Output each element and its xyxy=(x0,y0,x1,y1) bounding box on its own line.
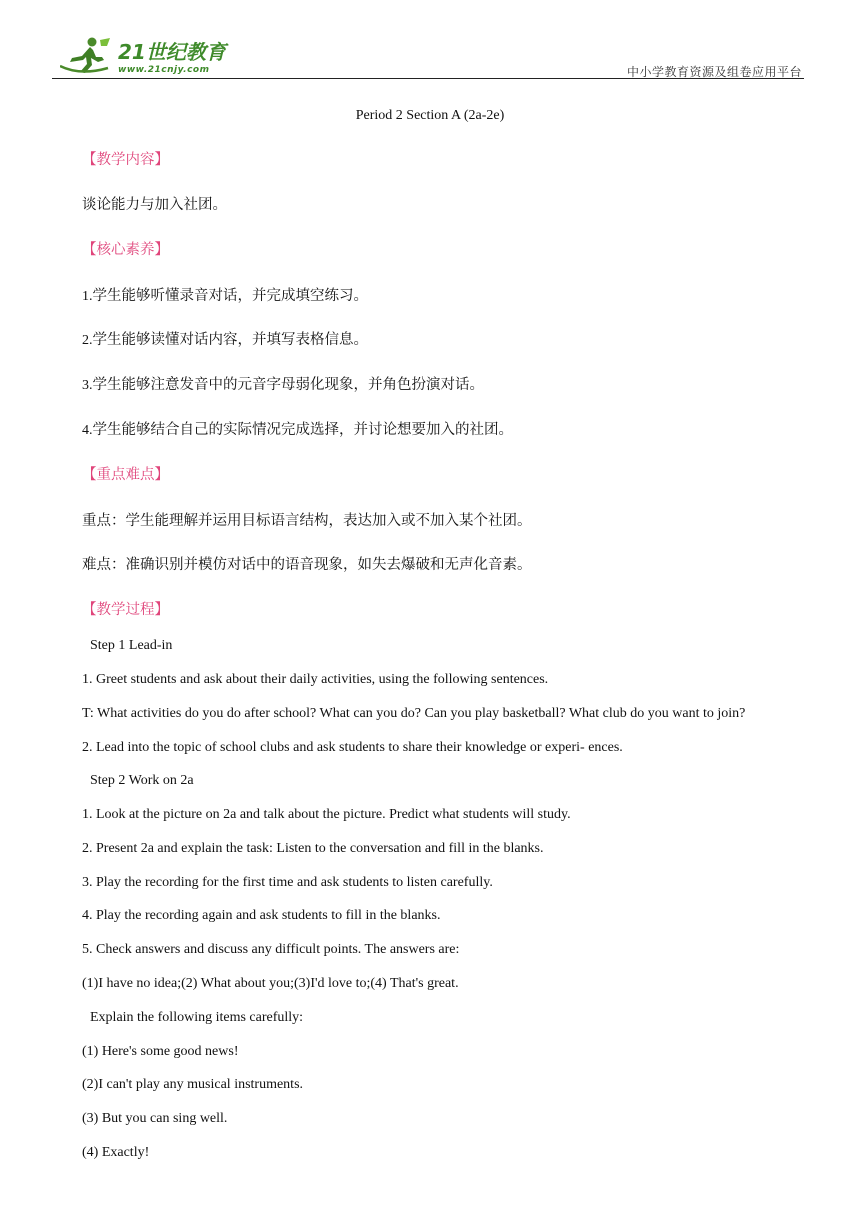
process-line: 4. Play the recording again and ask students to fill in the blanks. xyxy=(82,908,441,923)
difficult-point: 难点：准确识别并模仿对话中的语音现象，如失去爆破和无声化音素。 xyxy=(82,557,532,573)
section-heading-core: 【核心素养】 xyxy=(82,242,169,258)
process-line: 3. Play the recording for the first time and ask students to listen carefully. xyxy=(82,875,493,890)
process-line: 5. Check answers and discuss any difficult points. The answers are: xyxy=(82,942,460,957)
item-line: (1) Here's some good news! xyxy=(82,1044,239,1059)
core-item: 2.学生能够读懂对话内容，并填写表格信息。 xyxy=(82,332,368,348)
core-item: 1.学生能够听懂录音对话，并完成填空练习。 xyxy=(82,288,368,304)
process-line: Explain the following items carefully: xyxy=(90,1010,304,1025)
item-line: (3) But you can sing well. xyxy=(82,1111,228,1126)
svg-text:21世纪教育: 21世纪教育 xyxy=(118,40,226,64)
core-item: 4.学生能够结合自己的实际情况完成选择，并讨论想要加入的社团。 xyxy=(82,422,513,438)
runner-logo-icon xyxy=(60,36,280,76)
logo xyxy=(60,36,280,76)
content-text: 谈论能力与加入社团。 xyxy=(82,197,227,213)
section-heading-process: 【教学过程】 xyxy=(82,602,169,618)
step-heading: Step 1 Lead-in xyxy=(90,638,173,653)
item-line: (4) Exactly! xyxy=(82,1145,150,1160)
page-header xyxy=(52,32,804,78)
process-line: 2. Present 2a and explain the task: Listen to the conversation and fill in the blanks. xyxy=(82,841,544,856)
page-title: Period 2 Section A (2a-2e) xyxy=(355,108,505,123)
header-divider xyxy=(52,78,804,79)
process-line: T: What activities do you do after school? What can you do? Can you play basketball? What club do you want to join? xyxy=(82,706,746,721)
process-line: 1. Look at the picture on 2a and talk about the picture. Predict what students will study. xyxy=(82,807,571,822)
item-line: (2)I can't play any musical instruments. xyxy=(82,1077,304,1092)
svg-text:www.21cnjy.com: www.21cnjy.com xyxy=(118,65,210,75)
platform-name: 中小学教育资源及组卷应用平台 xyxy=(626,65,802,79)
answers-line: (1)I have no idea;(2) What about you;(3)I'd love to;(4) That's great. xyxy=(82,976,459,991)
core-item: 3.学生能够注意发音中的元音字母弱化现象，并角色扮演对话。 xyxy=(82,377,484,393)
section-heading-key: 【重点难点】 xyxy=(82,467,169,483)
key-point: 重点：学生能理解并运用目标语言结构，表达加入或不加入某个社团。 xyxy=(82,513,532,529)
process-line: 2. Lead into the topic of school clubs and ask students to share their knowledge or experi- ences. xyxy=(82,740,623,755)
process-line: 1. Greet students and ask about their daily activities, using the following sentences. xyxy=(82,672,549,687)
step-heading: Step 2 Work on 2a xyxy=(90,773,194,788)
section-heading-content: 【教学内容】 xyxy=(82,152,169,168)
